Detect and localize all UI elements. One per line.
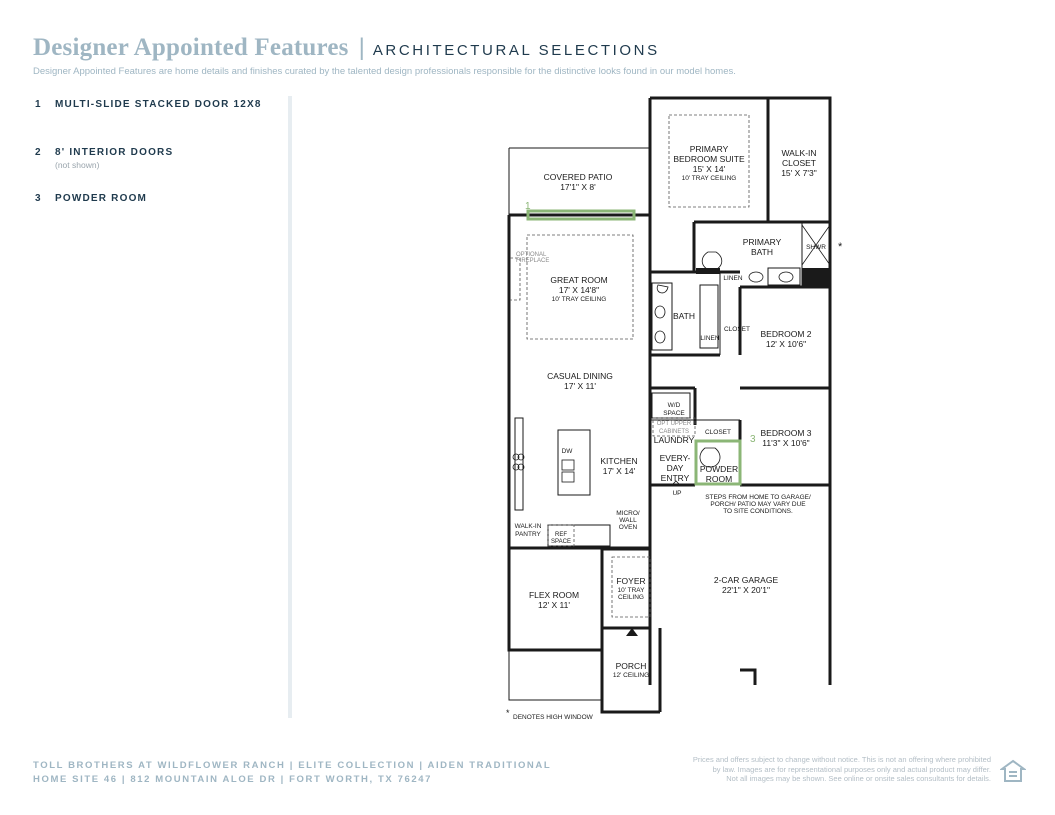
feature-label: 8' INTERIOR DOORS bbox=[55, 147, 174, 158]
feature-label: MULTI-SLIDE STACKED DOOR 12X8 bbox=[55, 99, 262, 110]
foyer-label: FOYER bbox=[616, 576, 646, 586]
primary-suite-label-1: PRIMARY bbox=[689, 144, 729, 154]
feature-item bbox=[35, 147, 285, 173]
everyday-entry-label-2: DAY bbox=[666, 463, 684, 473]
up-label: UP bbox=[672, 490, 682, 497]
legend-text: DENOTES HIGH WINDOW bbox=[513, 714, 593, 721]
walk-in-closet-label-1: WALK-IN bbox=[781, 148, 817, 158]
vertical-divider bbox=[288, 96, 292, 718]
primary-suite-dims: 15' X 14' bbox=[692, 164, 726, 174]
feature-list bbox=[35, 99, 285, 233]
disclaimer-line-3: Not all images may be shown. See online or onsite sales consultants for details. bbox=[726, 774, 991, 783]
micro-oven-label-2: WALL bbox=[619, 517, 637, 524]
kitchen-label: KITCHEN bbox=[600, 456, 638, 466]
marker-3: 3 bbox=[750, 434, 756, 445]
casual-dining-label: CASUAL DINING bbox=[547, 371, 613, 381]
upper-cabinets-label-1: OPT UPPER bbox=[656, 421, 692, 427]
wd-space-label-1: W/D bbox=[667, 402, 681, 409]
walk-in-pantry-label-1: WALK-IN bbox=[514, 523, 542, 530]
closet-label-1: CLOSET bbox=[723, 326, 751, 333]
covered-patio-dims: 17'1" X 8' bbox=[560, 182, 596, 192]
flex-room-label: FLEX ROOM bbox=[528, 590, 580, 600]
powder-room-label-2: ROOM bbox=[705, 474, 733, 484]
upper-cabinets-label-2: CABINETS bbox=[658, 429, 690, 435]
everyday-entry-label-3: ENTRY bbox=[660, 473, 690, 483]
powder-room-label-1: POWDER bbox=[699, 464, 739, 474]
garage-note-line-1: STEPS FROM HOME TO GARAGE/ bbox=[705, 494, 811, 501]
page-description: Designer Appointed Features are home details and finishes curated by the talented design professionals responsible for the distinctive looks found in our model homes. bbox=[33, 66, 736, 77]
primary-bath-label-1: PRIMARY bbox=[742, 237, 782, 247]
walk-in-closet-dims: 15' X 7'3" bbox=[781, 168, 817, 178]
equal-housing-icon bbox=[1000, 759, 1026, 783]
disclaimer bbox=[693, 755, 991, 784]
primary-bath-label-2: BATH bbox=[750, 247, 774, 257]
linen-label-2: LINEN bbox=[700, 335, 720, 342]
micro-oven-label-1: MICRO/ bbox=[616, 510, 640, 517]
casual-dining-dims: 17' X 11' bbox=[564, 381, 596, 391]
community-line: TOLL BROTHERS AT WILDFLOWER RANCH | ELITE COLLECTION | AIDEN TRADITIONAL bbox=[33, 760, 552, 771]
feature-label: POWDER ROOM bbox=[55, 193, 148, 204]
legend-star: * bbox=[506, 708, 510, 718]
garage-label: 2-CAR GARAGE bbox=[713, 575, 779, 585]
feature-item bbox=[35, 193, 285, 213]
bedroom3-dims: 11'3" X 10'6" bbox=[762, 438, 810, 448]
linen-label-1: LINEN bbox=[723, 275, 743, 282]
primary-suite-label-2: BEDROOM SUITE bbox=[673, 154, 745, 164]
feature-number: 3 bbox=[35, 193, 41, 204]
community-info bbox=[33, 759, 551, 787]
feature-note: (not shown) bbox=[55, 160, 100, 170]
great-room-dims: 17' X 14'8" bbox=[558, 285, 600, 295]
bedroom2-label: BEDROOM 2 bbox=[760, 329, 812, 339]
garage-note-line-3: TO SITE CONDITIONS. bbox=[723, 508, 793, 515]
everyday-entry-label-1: EVERY- bbox=[659, 453, 691, 463]
laundry-label: LAUNDRY bbox=[653, 435, 695, 445]
bedroom2-dims: 12' X 10'6" bbox=[765, 339, 807, 349]
great-room-ceiling: 10' TRAY CEILING bbox=[551, 296, 607, 303]
bath-label: BATH bbox=[672, 311, 696, 321]
page-title: Designer Appointed Features bbox=[33, 34, 349, 61]
disclaimer-line-2: by law. Images are for representational purposes only and actual product may differ. bbox=[712, 764, 991, 774]
garage-note-line-2: PORCH/ PATIO MAY VARY DUE bbox=[710, 501, 806, 508]
porch-ceiling: 12' CEILING bbox=[612, 672, 650, 679]
feature-item bbox=[35, 99, 285, 127]
covered-patio-label: COVERED PATIO bbox=[543, 172, 613, 182]
fireplace-label-1: OPTIONAL bbox=[516, 252, 547, 258]
foyer-ceiling-1: 10' TRAY bbox=[617, 587, 645, 594]
feature-number: 1 bbox=[35, 99, 41, 110]
closet-label-2: CLOSET bbox=[704, 429, 732, 436]
porch-label: PORCH bbox=[615, 661, 647, 671]
kitchen-dims: 17' X 14' bbox=[602, 466, 636, 476]
feature-number: 2 bbox=[35, 147, 41, 158]
shower-label: SHWR bbox=[806, 244, 826, 251]
fireplace-label-2: FIREPLACE bbox=[516, 258, 550, 264]
primary-suite-ceiling: 10' TRAY CEILING bbox=[681, 175, 737, 182]
disclaimer-line-1: Prices and offers subject to change without notice. This is not an offering where prohibited bbox=[692, 755, 991, 764]
floor-plan bbox=[500, 92, 850, 724]
garage-dims: 22'1" X 20'1" bbox=[721, 585, 771, 595]
title-separator: | bbox=[358, 34, 365, 61]
walk-in-pantry-label-2: PANTRY bbox=[515, 531, 541, 538]
page-header bbox=[33, 34, 660, 62]
great-room-label: GREAT ROOM bbox=[550, 275, 608, 285]
ref-space-label-1: REF bbox=[555, 532, 567, 538]
marker-1: 1 bbox=[525, 201, 531, 212]
foyer-ceiling-2: CEILING bbox=[617, 594, 645, 601]
ref-space-label-2: SPACE bbox=[551, 539, 571, 545]
walk-in-closet-label-2: CLOSET bbox=[781, 158, 817, 168]
high-window-marker: * bbox=[838, 241, 843, 253]
bedroom3-label: BEDROOM 3 bbox=[760, 428, 812, 438]
wd-space-label-2: SPACE bbox=[663, 410, 685, 417]
page-subtitle: ARCHITECTURAL SELECTIONS bbox=[372, 42, 660, 59]
home-site-line: HOME SITE 46 | 812 MOUNTAIN ALOE DR | FORT WORTH, TX 76247 bbox=[33, 774, 432, 785]
dishwasher-label: DW bbox=[561, 448, 573, 455]
flex-room-dims: 12' X 11' bbox=[538, 600, 570, 610]
micro-oven-label-3: OVEN bbox=[618, 524, 638, 531]
